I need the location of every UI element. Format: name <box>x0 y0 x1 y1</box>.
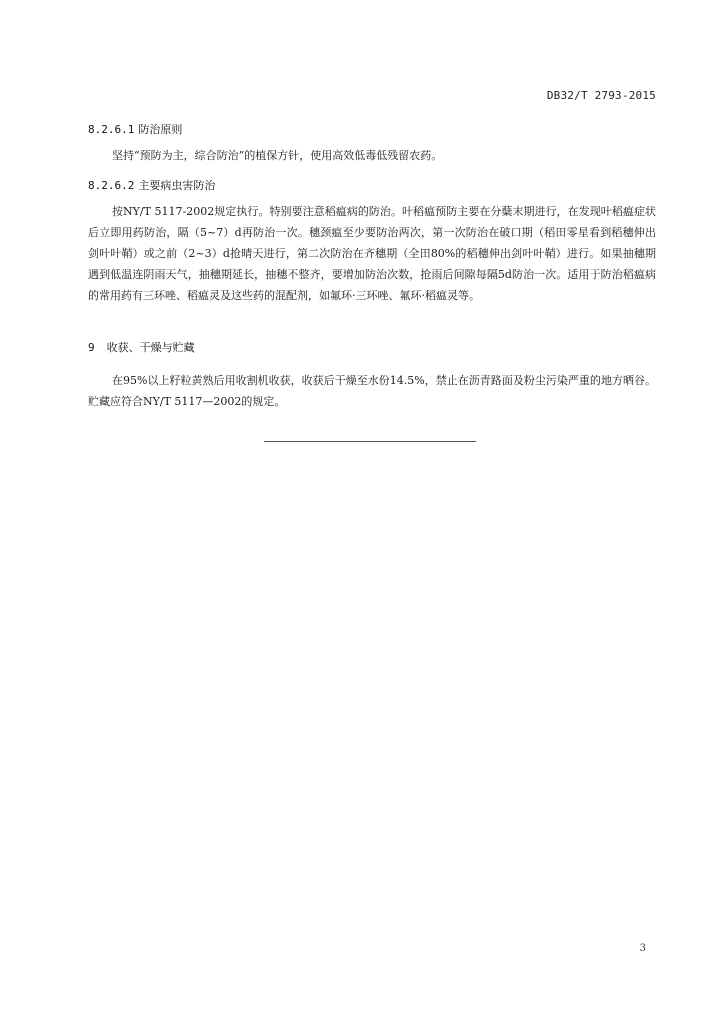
section-number: 9 <box>88 341 95 354</box>
end-rule <box>264 441 476 442</box>
section-title: 主要病虫害防治 <box>138 179 216 192</box>
section-title: 收获、干燥与贮藏 <box>106 341 195 354</box>
section-number: 8.2.6.2 <box>88 179 135 192</box>
page-number: 3 <box>639 943 646 954</box>
section-heading-9 <box>88 339 195 355</box>
section-heading-8-2-6-1 <box>88 121 182 137</box>
section-title: 防治原则 <box>138 123 183 136</box>
section-paragraph: 坚持“预防为主，综合防治”的植保方针，使用高效低毒低残留农药。 <box>112 149 443 162</box>
standard-code: DB32/T 2793-2015 <box>546 89 656 102</box>
section-number: 8.2.6.1 <box>88 123 135 136</box>
section-heading-8-2-6-2 <box>88 177 215 193</box>
section-paragraph: 按NY/T 5117-2002规定执行。特别要注意稻瘟病的防治。叶稻瘟预防主要在分蘖末期进行，在发现叶稻瘟症状后立即用药防治，隔（5~7）d再防治一次。穗颈瘟至少要防治两次，第一次防治在破口期（稻田零星看到稻穗伸出剑叶叶鞘）或之前（2~3）d抢晴天进行，第二次防治在齐穗期（全田80%的稻穗伸出剑叶叶鞘）进行。如果抽穗期遇到低温连阴雨天气，抽穗期延长，抽穗不整齐，要增加防治次数，抢雨后间隙每隔5d防治一次。适用于防治稻瘟病的常用药有三环唑、稻瘟灵及这些药的混配剂，如氟环·三环唑、氟环·稻瘟灵等。 <box>88 205 656 302</box>
section-paragraph: 在95%以上籽粒黄熟后用收割机收获，收获后干燥至水份14.5%，禁止在沥青路面及粉尘污染严重的地方晒谷。贮藏应符合NY/T 5117—2002的规定。 <box>88 374 656 408</box>
